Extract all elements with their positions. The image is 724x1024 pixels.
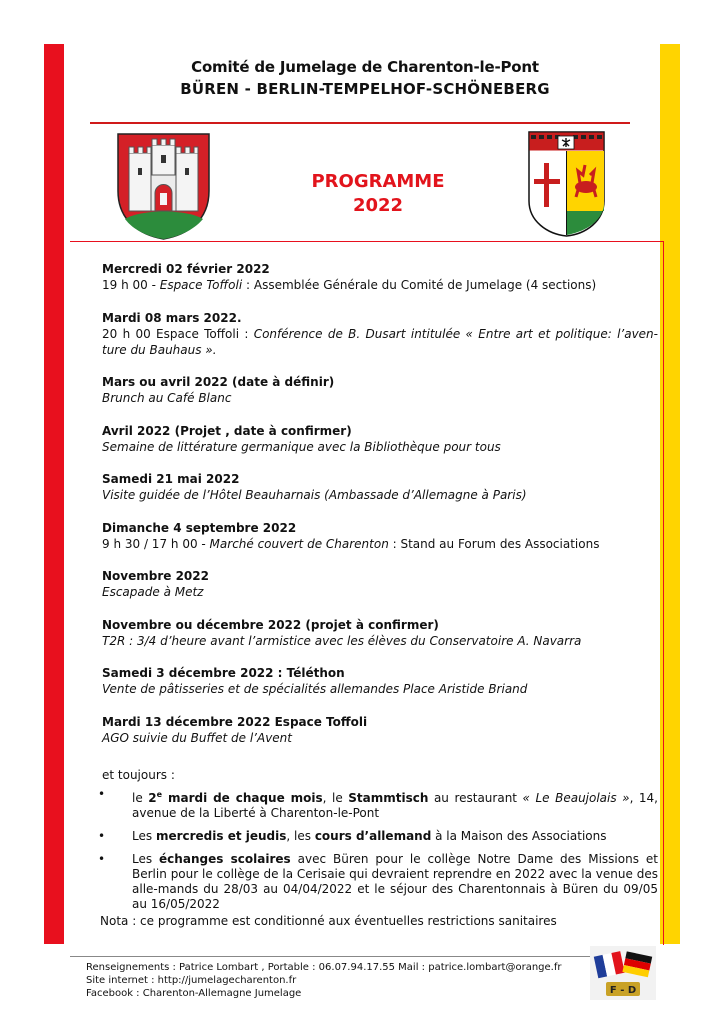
footer-divider [70, 956, 600, 957]
twin-cities: BÜREN - BERLIN-TEMPELHOF-SCHÖNEBERG [180, 80, 550, 98]
red-side-stripe [44, 44, 64, 944]
ongoing-item-school-exchanges: • Les échanges scolaires avec Büren pour le collège Notre Dame des Missions et Berlin pour le collège de la Cerisaie qui devraient reprendre en 2022 avec la venue des alle-mands du 28/03 au 04/04/2022 et le séjour des Charentonnais à Büren du 09/05 au 16/05/2022 [98, 852, 658, 911]
event-description: T2R : 3/4 d’heure avant l’armistice avec les élèves du Conservatoire A. Navarra [102, 633, 582, 648]
footer [86, 961, 561, 1000]
event-description: 9 h 30 / 17 h 00 - Marché couvert de Charenton : Stand au Forum des Associations [102, 536, 600, 551]
event-item [102, 569, 658, 600]
website-link[interactable]: Site internet : http://jumelagecharenton.fr [86, 975, 297, 986]
event-date: Avril 2022 (Projet , date à confirmer) [102, 423, 352, 438]
bullet-icon: • [98, 852, 106, 866]
event-description: Escapade à Metz [102, 585, 204, 599]
event-item [102, 424, 658, 455]
program-title-year: 2022 [352, 195, 404, 216]
ongoing-list [98, 787, 658, 920]
bueren-coat-of-arms-icon [117, 133, 210, 240]
header-divider [90, 122, 630, 124]
sanitary-note: Nota : ce programme est conditionné aux éventuelles restrictions sanitaires [100, 914, 557, 928]
bullet-icon: • [98, 787, 106, 801]
event-description: AGO suivie du Buffet de l’Avent [102, 730, 292, 745]
event-date: Samedi 21 mai 2022 [102, 472, 240, 486]
event-item [102, 375, 658, 406]
event-date: Novembre 2022 [102, 569, 209, 583]
events-list [102, 262, 658, 763]
event-description: Visite guidée de l’Hôtel Beauharnais (Ambassade d’Allemagne à Paris) [102, 488, 527, 502]
event-description: 20 h 00 Espace Toffoli : Conférence de B. Dusart intitulée « Entre art et politique: l’aven-ture du Bauhaus ». [102, 326, 658, 357]
event-date: Samedi 3 décembre 2022 : Téléthon [102, 666, 345, 680]
event-date: Mardi 08 mars 2022. [102, 310, 242, 325]
committee-name: Comité de Jumelage de Charenton-le-Pont [191, 58, 539, 76]
event-description: 19 h 00 - Espace Toffoli : Assemblée Générale du Comité de Jumelage (4 sections) [102, 278, 597, 292]
event-item [102, 666, 658, 697]
tempelhof-schoeneberg-coat-of-arms-icon [528, 131, 605, 237]
program-title-line1: PROGRAMME [311, 171, 445, 192]
event-item [102, 521, 658, 552]
event-date: Mardi 13 décembre 2022 Espace Toffoli [102, 714, 368, 729]
event-description: Brunch au Café Blanc [102, 391, 232, 405]
event-item [102, 311, 658, 358]
event-description: Vente de pâtisseries et de spécialités allemandes Place Aristide Briand [102, 682, 528, 696]
event-date: Mercredi 02 février 2022 [102, 262, 270, 276]
program-title [300, 170, 456, 218]
ongoing-intro: et toujours : [102, 768, 175, 782]
svg-text:F - D: F - D [609, 985, 637, 996]
event-item [102, 715, 658, 746]
event-description: Semaine de littérature germanique avec la Bibliothèque pour tous [102, 439, 501, 454]
ongoing-item-stammtisch: • le 2e mardi de chaque mois, le Stammtisch au restaurant « Le Beaujolais », 14, avenue de la Liberté à Charenton-le-Pont [98, 787, 658, 820]
event-item [102, 262, 658, 293]
bullet-icon: • [98, 829, 106, 843]
event-date: Novembre ou décembre 2022 (projet à confirmer) [102, 617, 439, 632]
contact-info: Renseignements : Patrice Lombart , Portable : 06.07.94.17.55 Mail : patrice.lombart@orange.fr [86, 962, 562, 973]
ongoing-item-german-courses: • Les mercredis et jeudis, les cours d’allemand à la Maison des Associations [98, 829, 607, 843]
franco-german-flags-icon [590, 946, 656, 1000]
facebook-link[interactable]: Facebook : Charenton-Allemagne Jumelage [86, 988, 302, 999]
header [80, 58, 650, 98]
event-date: Dimanche 4 septembre 2022 [102, 520, 297, 535]
event-item [102, 472, 658, 503]
event-date: Mars ou avril 2022 (date à définir) [102, 375, 335, 389]
event-item [102, 618, 658, 649]
